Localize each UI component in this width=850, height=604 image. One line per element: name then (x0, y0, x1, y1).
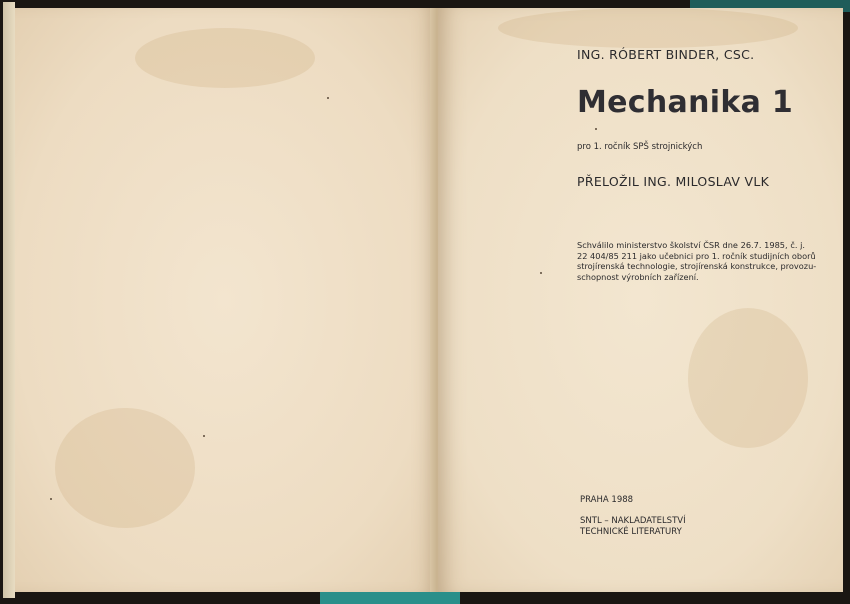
paper-speck (540, 272, 542, 274)
paper-speck (50, 498, 52, 500)
publisher-line: TECHNICKÉ LITERATURY (580, 526, 682, 537)
publisher-line: SNTL – NAKLADATELSTVÍ (580, 516, 686, 526)
publisher (580, 516, 686, 537)
paper-stain (498, 8, 798, 48)
endpaper-edge (3, 2, 15, 598)
paper-stain (688, 308, 808, 448)
paper-speck (203, 435, 205, 437)
approval-line: 22 404/85 211 jako učebnici pro 1. ročník studijních oborů (577, 250, 816, 261)
place-year: PRAHA 1988 (580, 495, 634, 505)
paper-stain (55, 408, 195, 528)
paper-stain (135, 28, 315, 88)
approval-line: strojírenská technologie, strojírenská konstrukce, provozu- (577, 261, 817, 272)
cover-accent-bottom (320, 592, 460, 604)
author-name: ING. RÓBERT BINDER, CSC. (577, 47, 755, 62)
left-page (15, 8, 435, 592)
approval-line: Schválilo ministerstvo školství ČSR dne 26.7. 1985, č. j. (577, 240, 805, 250)
paper-speck (595, 128, 597, 130)
translator-credit: PŘELOŽIL ING. MILOSLAV VLK (577, 174, 770, 189)
paper-speck (327, 97, 329, 99)
approval-line: schopnost výrobních zařízení. (577, 271, 699, 282)
approval-notice (577, 240, 817, 282)
book-subtitle: pro 1. ročník SPŠ strojnických (577, 142, 703, 152)
book-title: Mechanika 1 (577, 85, 794, 120)
